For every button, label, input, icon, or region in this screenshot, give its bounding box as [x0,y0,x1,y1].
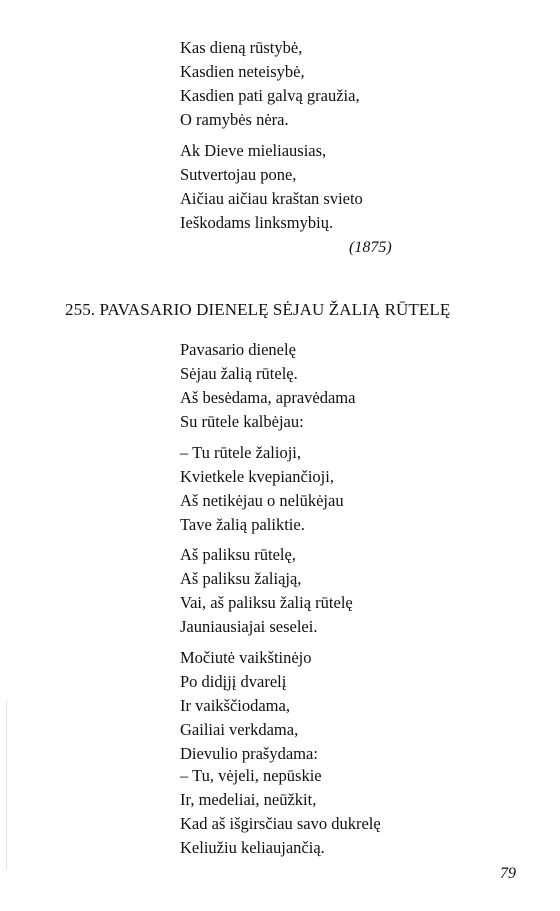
poem-line: Ieškodams linksmybių. [180,213,334,232]
poem-2-stanza-2 [180,441,344,537]
poem-line: Jauniausiajai seselei. [180,617,318,636]
poem-line: Močiutė vaikštinėjo [180,648,312,667]
poem-date: (1875) [349,239,392,256]
poem-line: Vai, aš paliksu žalią rūtelę [180,593,353,612]
poem-line: Aičiau aičiau kraštan svieto [180,189,363,208]
poem-line: Kasdien pati galvą graužia, [180,86,360,105]
poem-line: Ir vaikščiodama, [180,696,290,715]
poem-line: – Tu, vėjeli, nepūskie [180,766,322,785]
scan-edge-divider [6,700,7,870]
poem-line: Kad aš išgirsčiau savo dukrelę [180,814,381,833]
poem-1-stanza-1 [180,36,360,132]
poem-line: Aš besėdama, apravėdama [180,388,356,407]
poem-1-stanza-2 [180,139,363,235]
poem-2-stanza-5 [180,764,381,860]
poem-line: – Tu rūtele žalioji, [180,443,301,462]
poem-line: Ak Dieve mieliausias, [180,141,327,160]
poem-line: Kasdien neteisybė, [180,62,305,81]
poem-line: Ir, medeliai, neūžkit, [180,790,317,809]
poem-line: Keliužiu keliaujančią. [180,838,325,857]
poem-2-stanza-4 [180,646,318,766]
poem-line: Su rūtele kalbėjau: [180,412,304,431]
poem-line: Po didįjį dvarelį [180,672,287,691]
poem-line: Sutvertojau pone, [180,165,297,184]
poem-line: Pavasario dienelę [180,340,296,359]
poem-line: Kvietkele kvepiančioji, [180,467,334,486]
poem-line: O ramybės nėra. [180,110,289,129]
poem-2-stanza-1 [180,338,355,434]
poem-2-stanza-3 [180,543,353,639]
poem-line: Aš netikėjau o nelūkėjau [180,491,344,510]
poem-heading: 255. PAVASARIO DIENELĘ SĖJAU ŽALIĄ RŪTELĘ [65,300,451,319]
page-number: 79 [500,865,516,882]
poem-line: Dievulio prašydama: [180,744,318,763]
poem-line: Gailiai verkdama, [180,720,299,739]
poem-line: Aš paliksu rūtelę, [180,545,296,564]
poem-line: Aš paliksu žaliąją, [180,569,302,588]
poem-line: Kas dieną rūstybė, [180,38,303,57]
poem-line: Sėjau žalią rūtelę. [180,364,298,383]
poem-line: Tave žalią paliktie. [180,515,305,534]
